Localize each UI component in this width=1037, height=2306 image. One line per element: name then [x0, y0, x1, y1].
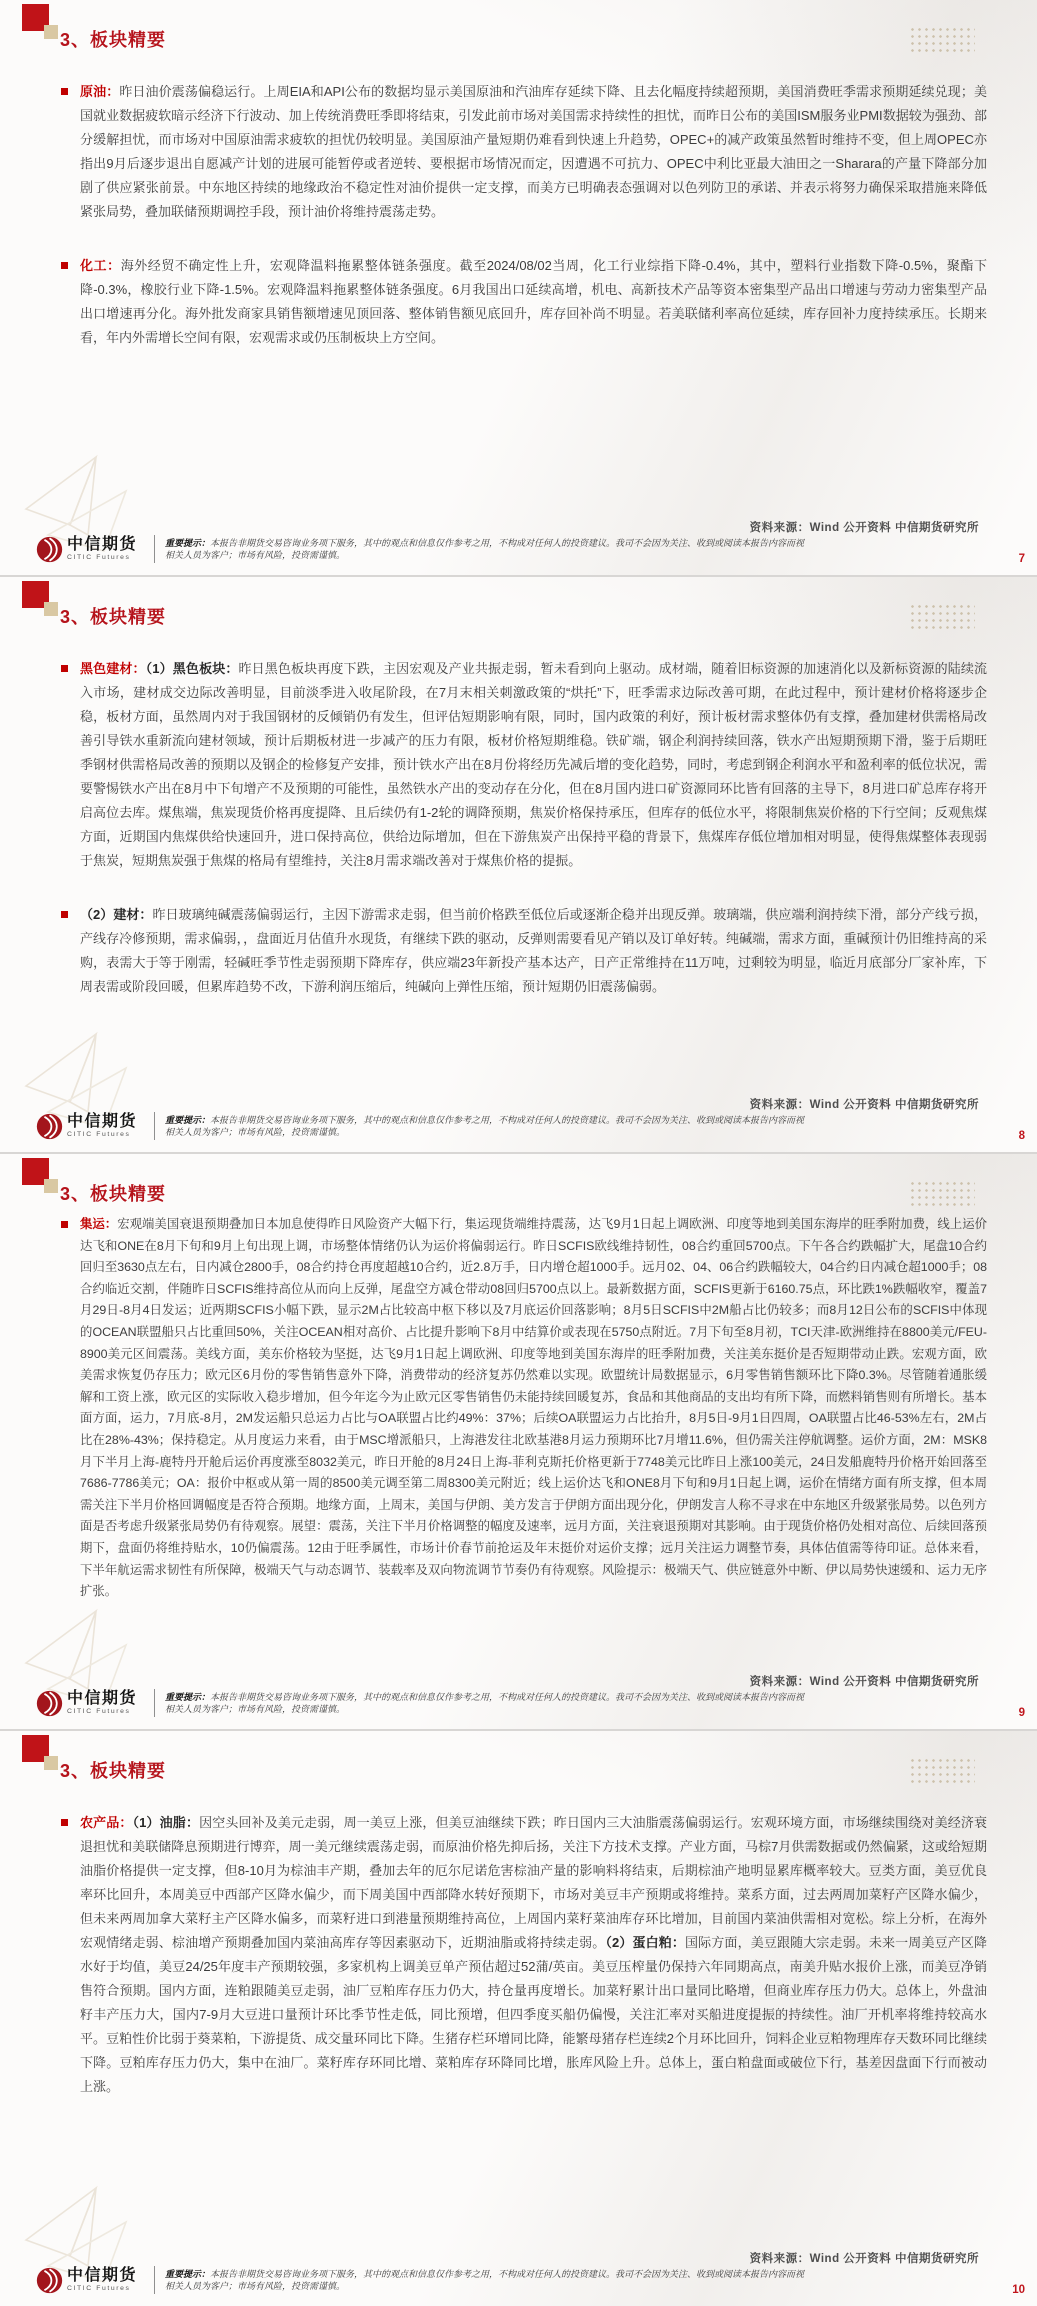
page-number: 9	[1018, 1707, 1025, 1719]
bullet-paragraph	[80, 1811, 987, 2099]
page-title: 3、板块精要	[60, 1761, 167, 1781]
report-slide	[0, 1152, 1037, 1729]
footer-divider	[154, 1112, 155, 1140]
dot-grid-decor	[909, 1180, 975, 1206]
logo-name-cn: 中信期货	[67, 2266, 138, 2284]
slide-content	[0, 80, 1037, 380]
report-slide	[0, 0, 1037, 575]
source-note: 资料来源：Wind 公开资料 中信期货研究所	[749, 522, 979, 534]
citic-emblem-icon	[36, 2267, 63, 2294]
footer-divider	[154, 535, 155, 563]
bullet-item	[80, 903, 987, 999]
source-note: 资料来源：Wind 公开资料 中信期货研究所	[749, 1676, 979, 1688]
citic-futures-logo	[36, 1113, 144, 1140]
corner-decor	[22, 1158, 62, 1194]
bullet-item	[80, 80, 987, 224]
logo-text	[67, 537, 137, 562]
bullet-sublabel: （1）油脂：	[132, 1815, 200, 1830]
bullet-text: 国际方面，美豆跟随大宗走弱。未来一周美豆产区降水好于均值，美豆24/25年度丰产预期较强，多家机构上调美豆单产预估超过52蒲/英亩。美豆压榨量仍保持六年同期高点，南美升贴水报价上涨，而美豆净销售符合预期。国内方面，连粕跟随美豆走弱，油厂豆粕库存压力仍大，持仓量再度增长。加菜籽累计出口量同比略增，但商业库存压力仍大。总体上，外盘油籽丰产压力大，国内7-9月大豆进口量预计环比季节性走低，同比预增，但四季度买船仍偏慢，关注汇率对买船进度提振的持续性。油厂开机率将维持较高水平。豆粕性价比弱于葵菜粕，下游提货、成交量环同比下降。生猪存栏环增同比降，能繁母猪存栏连续2个月环比回升，饲料企业豆粕物理库存天数环同比继续下降。豆粕库存压力仍大，集中在油厂。菜籽库存环同比增、菜粕库存环降同比增，胀库风险上升。总体上，蛋白粕盘面或破位下行，基差因盘面下行而被动上涨。	[80, 1935, 987, 2094]
bullet-item	[80, 1811, 987, 2099]
page-number: 8	[1018, 1130, 1025, 1142]
source-note: 资料来源：Wind 公开资料 中信期货研究所	[749, 2253, 979, 2265]
corner-decor	[22, 4, 62, 40]
corner-decor	[22, 1735, 62, 1771]
disclaimer-text	[165, 1114, 805, 1138]
bullet-paragraph	[80, 254, 987, 350]
bullet-square-icon	[61, 1221, 68, 1228]
disclaimer-label: 重要提示：	[165, 1692, 211, 1702]
disclaimer-label: 重要提示：	[165, 538, 211, 548]
page-number: 10	[1012, 2284, 1025, 2296]
citic-emblem-icon	[36, 1690, 63, 1717]
disclaimer-label: 重要提示：	[165, 2269, 211, 2279]
tan-square-decor	[44, 1756, 58, 1770]
bullet-item	[80, 657, 987, 873]
dot-grid-decor	[909, 603, 975, 629]
tan-square-decor	[44, 1179, 58, 1193]
logo-text	[67, 1114, 137, 1139]
logo-name-cn: 中信期货	[67, 535, 138, 553]
bullet-sublabel: （2）建材：	[80, 907, 153, 922]
bullet-label: 农产品：	[80, 1815, 133, 1830]
citic-futures-logo	[36, 536, 144, 563]
source-note: 资料来源：Wind 公开资料 中信期货研究所	[749, 1099, 979, 1111]
bullet-text: 昨日油价震荡偏稳运行。上周EIA和API公布的数据均显示美国原油和汽油库存延续下降、且去化幅度持续超预期，美国消费旺季需求预期延续兑现；美国就业数据疲软暗示经济下行波动、加上传统消费旺季即将结束，引发此前市场对美国需求持续性的担忧，而昨日公布的美国ISM服务业PMI数据较为强劲、部分缓解担忧，而市场对中国原油需求疲软的担忧仍较明显。美国原油产量短期仍难看到快速上升趋势，OPEC+的减产政策虽然暂时维持不变，但上周OPEC亦指出9月后逐步退出自愿减产计划的进展可能暂停或者逆转、要根据市场情况而定，因遭遇不可抗力、OPEC中利比亚最大油田之一Sharara的产量下降部分加剧了供应紧张前景。中东地区持续的地缘政治不稳定性对油价提供一定支撑，而美方已明确表态强调对以色列防卫的承诺、并表示将努力确保采取措施来降低紧张局势，叠加联储预期调控手段，预计油价将维持震荡走势。	[80, 84, 987, 219]
citic-futures-logo	[36, 2267, 144, 2294]
disclaimer-text	[165, 1691, 805, 1715]
disclaimer-body: 本报告非期货交易咨询业务项下服务，其中的观点和信息仅作参考之用，不构成对任何人的投资建议。我司不会因为关注、收到或阅读本报告内容而视相关人员为客户；市场有风险，投资需谨慎。	[165, 538, 805, 560]
slide-footer	[36, 529, 1001, 569]
bullet-text: 昨日黑色板块再度下跌，主因宏观及产业共振走弱，暂未看到向上驱动。成材端，随着旧标资源的加速消化以及新标资源的陆续流入市场，建材成交边际改善明显，目前淡季进入收尾阶段，在7月末相关刺激政策的“烘托”下，旺季需求边际改善可期，在此过程中，预计建材价格将逐步企稳，板材方面，虽然周内对于我国钢材的反倾销仍有发生，但评估短期影响有限，同时，国内政策的利好，预计板材需求整体仍有支撑，叠加建材供需格局改善引导铁水重新流向建材领域，预计后期板材进一步减产的压力有限，板材价格短期维稳。铁矿端，钢企利润持续回落，铁水产出短期预期下滑，鉴于后期旺季钢材供需格局改善的预期以及钢企的检修复产安排，预计铁水产出在8月份将经历先减后增的变化趋势，同时，考虑到钢企利润水平和盈利率的低位状况，需要警惕铁水产出在8月中下旬增产不及预期的可能性，虽然铁水产出的变动存在分化，但在8月国内进口矿资源同环比皆有回落的主导下，8月进口矿总库存将开启高位去库。煤焦端，焦炭现货价格再度提降、且后续仍有1-2轮的调降预期，焦炭价格保持承压，但库存的低位水平，将限制焦炭价格的下行空间；反观焦煤方面，近期国内焦煤供给快速回升，进口保持高位，供给边际增加，但在下游焦炭产出保持平稳的背景下，焦煤库存低位增加相对明显，使得焦煤整体表现弱于焦炭，短期焦炭强于焦煤的格局有望维持，关注8月需求端改善对于煤焦价格的提振。	[80, 661, 987, 868]
dot-grid-decor	[909, 1757, 975, 1783]
footer-divider	[154, 2266, 155, 2294]
bullet-paragraph	[80, 657, 987, 873]
page-number: 7	[1018, 553, 1025, 565]
citic-emblem-icon	[36, 1113, 63, 1140]
page-title: 3、板块精要	[60, 607, 167, 627]
page-title: 3、板块精要	[60, 1184, 167, 1204]
bullet-paragraph	[80, 903, 987, 999]
disclaimer-label: 重要提示：	[165, 1115, 211, 1125]
disclaimer-body: 本报告非期货交易咨询业务项下服务，其中的观点和信息仅作参考之用，不构成对任何人的投资建议。我司不会因为关注、收到或阅读本报告内容而视相关人员为客户；市场有风险，投资需谨慎。	[165, 1115, 805, 1137]
bullet-item	[80, 1214, 987, 1603]
slide-footer	[36, 1106, 1001, 1146]
bullet-text: 宏观端美国衰退预期叠加日本加息使得昨日风险资产大幅下行，集运现货端维持震荡，达飞9月1日起上调欧洲、印度等地到美国东海岸的旺季附加费，线上运价达飞和ONE在8月下旬和9月上旬出现上调，市场整体情绪仍认为运价将偏弱运行。昨日SCFIS欧线维持韧性，08合约重回5700点。下午各合约跌幅扩大，尾盘10合约回归至3630点左右，日内减仓2800手，08合约持仓再度超越10合约，近2.8万手，日内增仓超1000手。远月02、04、06合约跌幅较大，04合约日内减仓超1000手；08合约临近交割，伴随昨日SCFIS维持高位从而向上反弹，尾盘空方减仓带动08回归5700点以上。最新数据方面，SCFIS更新于6160.75点，环比跌1%跌幅收窄，覆盖7月29日-8月4日发运；近两期SCFIS小幅下跌，显示2M占比较高中枢下移以及7月底运价回落影响；8月5日SCFIS中2M船占比仍较多；而8月12日公布的SCFIS中体现的OCEAN联盟船只占比重回50%，关注OCEAN相对高价、占比提升影响下8月中结算价或表现在5750点附近。7月下旬至8月初，TCI天津-欧洲维持在8800美元/FEU-8900美元区间震荡。美线方面，美东价格较为坚挺，达飞9月1日起上调欧洲、印度等地到美国东海岸的旺季附加费，关注美东挺价是否短期带动止跌。宏观方面，欧美需求恢复仍存压力；欧元区6月份的零售销售意外下降，消费带动的经济复苏仍然难以实现。欧盟统计局数据显示，6月零售销售额环比下降0.3%。尽管随着通胀缓解和工资上涨，欧元区的实际收入稳步增加，但今年迄今为止欧元区零售销售仍未能持续回暖复苏，食品和其他商品的支出均有所下降，而燃料销售则有所增长。基本面方面，运力，7月底-8月，2M发运船只总运力占比与OA联盟占比约49%：37%；后续OA联盟运力占比抬升，8月5日-9月1日四周，OA联盟占比46-53%左右，2M占比在28%-43%；保持稳定。从月度运力来看，由于MSC增派船只，上海港发往北欧基港8月运力预期环比7月增11.6%，但仍需关注停航调整。运价方面，2M：MSK8月下半月上海-鹿特丹开舱后运价再度涨至8032美元，昨日开舱的8月24日上海-菲利克斯托价格更新于7748美元比昨日上涨100美元，24日发船鹿特丹价格开始回落至7686-7786美元；OA：报价中枢或从第一周的8500美元调至第二周8300美元附近；线上运价达飞和ONE8月下旬和9月1日起上调，运价在情绪方面有所支撑，但本周需关注下半月价格回调幅度是否符合预期。地缘方面，上周末，美国与伊朗、美方发言于伊朗方面出现分化，伊朗发言人称不寻求在中东地区升级紧张局势。以色列方面是否考虑升级紧张局势仍有待观察。展望：震荡，关注下半月价格调整的幅度及速率，远月方面，关注衰退预期对其影响。由于现货价格仍处相对高位、后续回落预期下，盘面仍将维持贴水，10仍偏震荡。12由于旺季属性，市场计价春节前抢运及年末挺价对运价支撑；远月关注运力调整节奏，具体估值需等待印证。总体来看，下半年航运需求韧性有所保障，极端天气与动态调节、装载率及双向物流调节节奏仍有待观察。风险提示：极端天气、供应链意外中断、伊以局势快速缓和、运力无序扩张。	[80, 1217, 988, 1599]
bullet-paragraph	[80, 80, 987, 224]
bullet-square-icon	[61, 262, 68, 269]
bullet-label: 原油：	[80, 84, 120, 99]
dot-grid-decor	[909, 26, 975, 52]
slide-footer	[36, 1683, 1001, 1723]
report-slide	[0, 1729, 1037, 2306]
report-slide	[0, 575, 1037, 1152]
slide-footer	[36, 2260, 1001, 2300]
bullet-text: 海外经贸不确定性上升，宏观降温料拖累整体链条强度。截至2024/08/02当周，化工行业综指下降-0.4%，其中，塑料行业指数下降-0.5%，聚酯下降-0.3%，橡胶行业下降-1.5%。宏观降温料拖累整体链条强度。6月我国出口延续高增，机电、高新技术产品等资本密集型产品出口增速与劳动力密集型产品出口增速再分化。海外批发商家具销售额增速见顶回落、整体销售额见底回升，库存回补尚不明显。若美联储利率高位延续，库存回补力度持续承压。长期来看，年内外需增长空间有限，宏观需求或仍压制板块上方空间。	[80, 258, 987, 345]
bullet-square-icon	[61, 1819, 68, 1826]
bullet-sublabel: （1）黑色板块：	[145, 661, 239, 676]
citic-futures-logo	[36, 1690, 144, 1717]
logo-text	[67, 2268, 137, 2293]
corner-decor	[22, 581, 62, 617]
logo-text	[67, 1691, 137, 1716]
slide-content	[0, 1811, 1037, 2129]
disclaimer-text	[165, 537, 805, 561]
bullet-sublabel: （2）蛋白粕：	[605, 1935, 686, 1950]
logo-name-en: CITIC Futures	[67, 2284, 131, 2292]
logo-name-en: CITIC Futures	[67, 1130, 131, 1138]
bullet-text: 昨日玻璃纯碱震荡偏弱运行，主因下游需求走弱，但当前价格跌至低位后或逐渐企稳并出现反弹。玻璃端，供应端利润持续下滑，部分产线亏损，产线存冷修预期，需求偏弱，，盘面近月估值升水现货，有继续下跌的驱动，反弹则需要看见产销以及订单好转。纯碱端，需求方面，重碱预计仍旧维持高的采购，表需大于等于刚需，轻碱旺季节性走弱预期下降库存，供应端23年新投产基本达产，日产正常维持在11万吨，过剩较为明显，临近月底部分厂家补库，下周表需或阶段回暖，但累库趋势不改，下游利润压缩后，纯碱向上弹性压缩，预计短期仍旧震荡偏弱。	[80, 907, 987, 994]
logo-name-en: CITIC Futures	[67, 553, 131, 561]
bullet-label: 黑色建材：	[80, 661, 146, 676]
bullet-paragraph	[80, 1214, 987, 1603]
footer-divider	[154, 1689, 155, 1717]
disclaimer-body: 本报告非期货交易咨询业务项下服务，其中的观点和信息仅作参考之用，不构成对任何人的投资建议。我司不会因为关注、收到或阅读本报告内容而视相关人员为客户；市场有风险，投资需谨慎。	[165, 2269, 805, 2291]
disclaimer-body: 本报告非期货交易咨询业务项下服务，其中的观点和信息仅作参考之用，不构成对任何人的投资建议。我司不会因为关注、收到或阅读本报告内容而视相关人员为客户；市场有风险，投资需谨慎。	[165, 1692, 805, 1714]
bullet-square-icon	[61, 665, 68, 672]
bullet-label: 化工：	[80, 258, 121, 273]
disclaimer-text	[165, 2268, 805, 2292]
bullet-square-icon	[61, 911, 68, 918]
tan-square-decor	[44, 25, 58, 39]
page-title: 3、板块精要	[60, 30, 167, 50]
slide-content	[0, 657, 1037, 1029]
bullet-item	[80, 254, 987, 350]
logo-name-en: CITIC Futures	[67, 1707, 131, 1715]
slide-content	[0, 1214, 1037, 1621]
citic-emblem-icon	[36, 536, 63, 563]
bullet-text: 因空头回补及美元走弱，周一美豆上涨，但美豆油继续下跌；昨日国内三大油脂震荡偏弱运行。宏观环境方面，市场继续围绕对美经济衰退担忧和美联储降息预期进行博弈，周一美元继续震荡走弱，而原油价格先抑后扬，关注下方技术支撑。产业方面，马棕7月供需数据或仍然偏紧，这或给短期油脂价格提供一定支撑，但8-10月为棕油丰产期，叠加去年的厄尔尼诺危害棕油产量的影响料将结束，后期棕油产地明显累库概率较大。豆类方面，美豆优良率环比回升，本周美豆中西部产区降水偏少，而下周美国中西部降水转好预期下，市场对美豆丰产预期或将维持。菜系方面，过去两周加菜籽产区降水偏少，但未来两周加拿大菜籽主产区降水偏多，而菜籽进口到港量预期维持高位，上周国内菜籽菜油库存环比增加，目前国内菜油供需相对宽松。综上分析，在海外宏观情绪走弱、棕油增产预期叠加国内菜油高库存等因素驱动下，近期油脂或将持续走弱。	[80, 1815, 987, 1950]
logo-name-cn: 中信期货	[67, 1689, 138, 1707]
tan-square-decor	[44, 602, 58, 616]
logo-name-cn: 中信期货	[67, 1112, 138, 1130]
bullet-square-icon	[61, 88, 68, 95]
bullet-label: 集运：	[80, 1217, 118, 1231]
